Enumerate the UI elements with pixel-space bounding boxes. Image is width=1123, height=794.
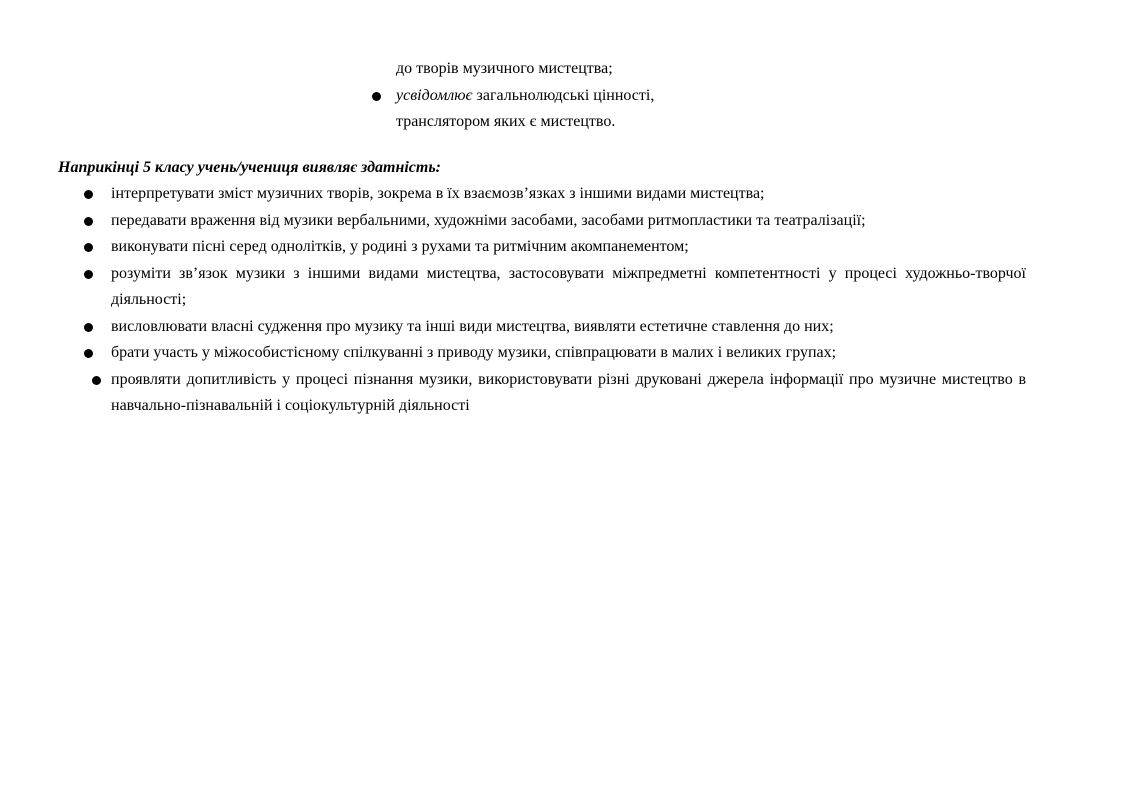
list-item — [80, 261, 1026, 314]
bullet-icon — [84, 243, 93, 252]
bullet-icon — [84, 190, 93, 199]
bullet-icon — [372, 92, 381, 101]
list-item-text: розуміти зв’язок музики з іншими видами мистецтва, застосовувати міжпредметні компетентності у процесі художньо-творчої діяльності; — [111, 264, 1026, 308]
list-item-text: передавати враження від музики вербальними, художніми засобами, засобами ритмопластики та театралізації; — [111, 211, 866, 229]
list-item-text: брати участь у міжособистісному спілкуванні з приводу музики, співпрацювати в малих і великих групах; — [111, 344, 837, 361]
list-item-text: інтерпретувати зміст музичних творів, зокрема в їх взаємозв’язках з іншими видами мистецтва; — [111, 185, 765, 202]
bullet-icon — [84, 323, 93, 332]
intro-text-2: загальнолюдські цінності, — [472, 86, 655, 104]
list-item — [80, 181, 1026, 208]
list-item-text: проявляти допитливість у процесі пізнання музики, використовувати різні друковані джерела інформації про музичне мистецтво в навчально-пізнавальній і соціокультурній діяльності — [111, 370, 1026, 414]
bullet-icon — [84, 270, 93, 279]
intro-italic-verb: усвідомлює — [396, 86, 473, 104]
list-item — [80, 340, 1026, 367]
intro-line-2 — [366, 83, 786, 110]
section-heading: Наприкінці 5 класу учень/учениця виявляє здатність: — [58, 159, 441, 176]
list-item — [80, 208, 1026, 235]
intro-text-3: транслятором яких є мистецтво. — [396, 113, 616, 130]
bullet-icon — [84, 217, 93, 226]
intro-line-3 — [366, 109, 786, 136]
list-item — [80, 234, 1026, 261]
list-item — [80, 367, 1026, 420]
list-item-text: виконувати пісні серед однолітків, у родині з рухами та ритмічним акомпанементом; — [111, 238, 689, 255]
list-item — [80, 314, 1026, 341]
intro-list-continuation — [366, 56, 786, 136]
intro-line-1 — [366, 56, 786, 83]
intro-text-1: до творів музичного мистецтва; — [396, 60, 613, 77]
bullet-icon — [92, 376, 101, 385]
bullet-icon — [84, 349, 93, 358]
competency-list — [80, 181, 1026, 420]
list-item-text: висловлювати власні судження про музику та інші види мистецтва, виявляти естетичне ставлення до них; — [111, 317, 834, 335]
